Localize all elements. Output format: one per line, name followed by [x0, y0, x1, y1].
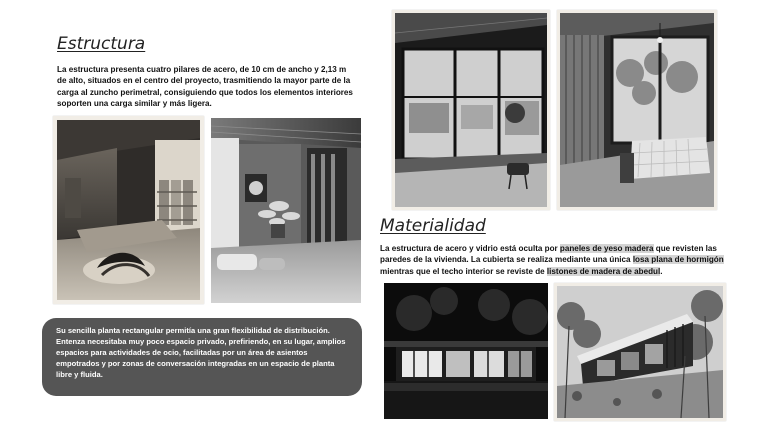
layout-note-box: [42, 318, 362, 396]
interior-photo-living-room-image: [57, 120, 200, 300]
estructura-heading: Estructura: [57, 34, 146, 54]
interior-photo-living-room: [53, 116, 204, 304]
dining-room-photo: [557, 10, 717, 210]
highlighted-term: losa plana de hormigón: [632, 255, 724, 265]
exterior-day-photo-image: [557, 286, 723, 418]
paragraph-segment: La estructura de acero y vidrio está oculta por: [380, 244, 560, 253]
exterior-day-photo: [554, 283, 726, 421]
glazed-interior-photo-image: [395, 13, 547, 207]
estructura-paragraph: La estructura presenta cuatro pilares de acero, de 10 cm de ancho y 2,13 m de alto, situados en el centro del proyecto, trasmitiendo la mayor parte de la carga al zuncho perimetral, consiguiendo que todos los elementos interiores soporten una carga similar y más ligera.: [57, 65, 353, 109]
interior-photo-plants: [211, 118, 361, 303]
highlighted-term: listones de madera de abedul: [546, 266, 661, 276]
dining-room-photo-image: [560, 13, 714, 207]
materialidad-paragraph: [380, 243, 732, 277]
paragraph-segment: que revisten las paredes de la vivienda. La cubierta se realiza mediante una única: [380, 244, 717, 265]
exterior-night-photo: [384, 283, 548, 419]
exterior-night-photo-image: [384, 283, 548, 419]
highlighted-term: paneles de yeso madera: [559, 244, 654, 253]
glazed-interior-photo: [392, 10, 550, 210]
materialidad-heading: Materialidad: [380, 216, 486, 236]
paragraph-segment: mientras que el techo interior se reviste de: [380, 266, 547, 276]
layout-note-text: Su sencilla planta rectangular permitía una gran flexibilidad de distribución. Entenza necesitaba muy poco espacio privado, prefiriendo, en su lugar, amplios espacios para actividades de ocio, facilitadas por un área de asientos empotrados y por zonas de conversación integradas en un espacio de planta libre y fluida.: [56, 326, 346, 379]
paragraph-segment: .: [660, 266, 663, 276]
interior-photo-plants-image: [211, 118, 361, 303]
